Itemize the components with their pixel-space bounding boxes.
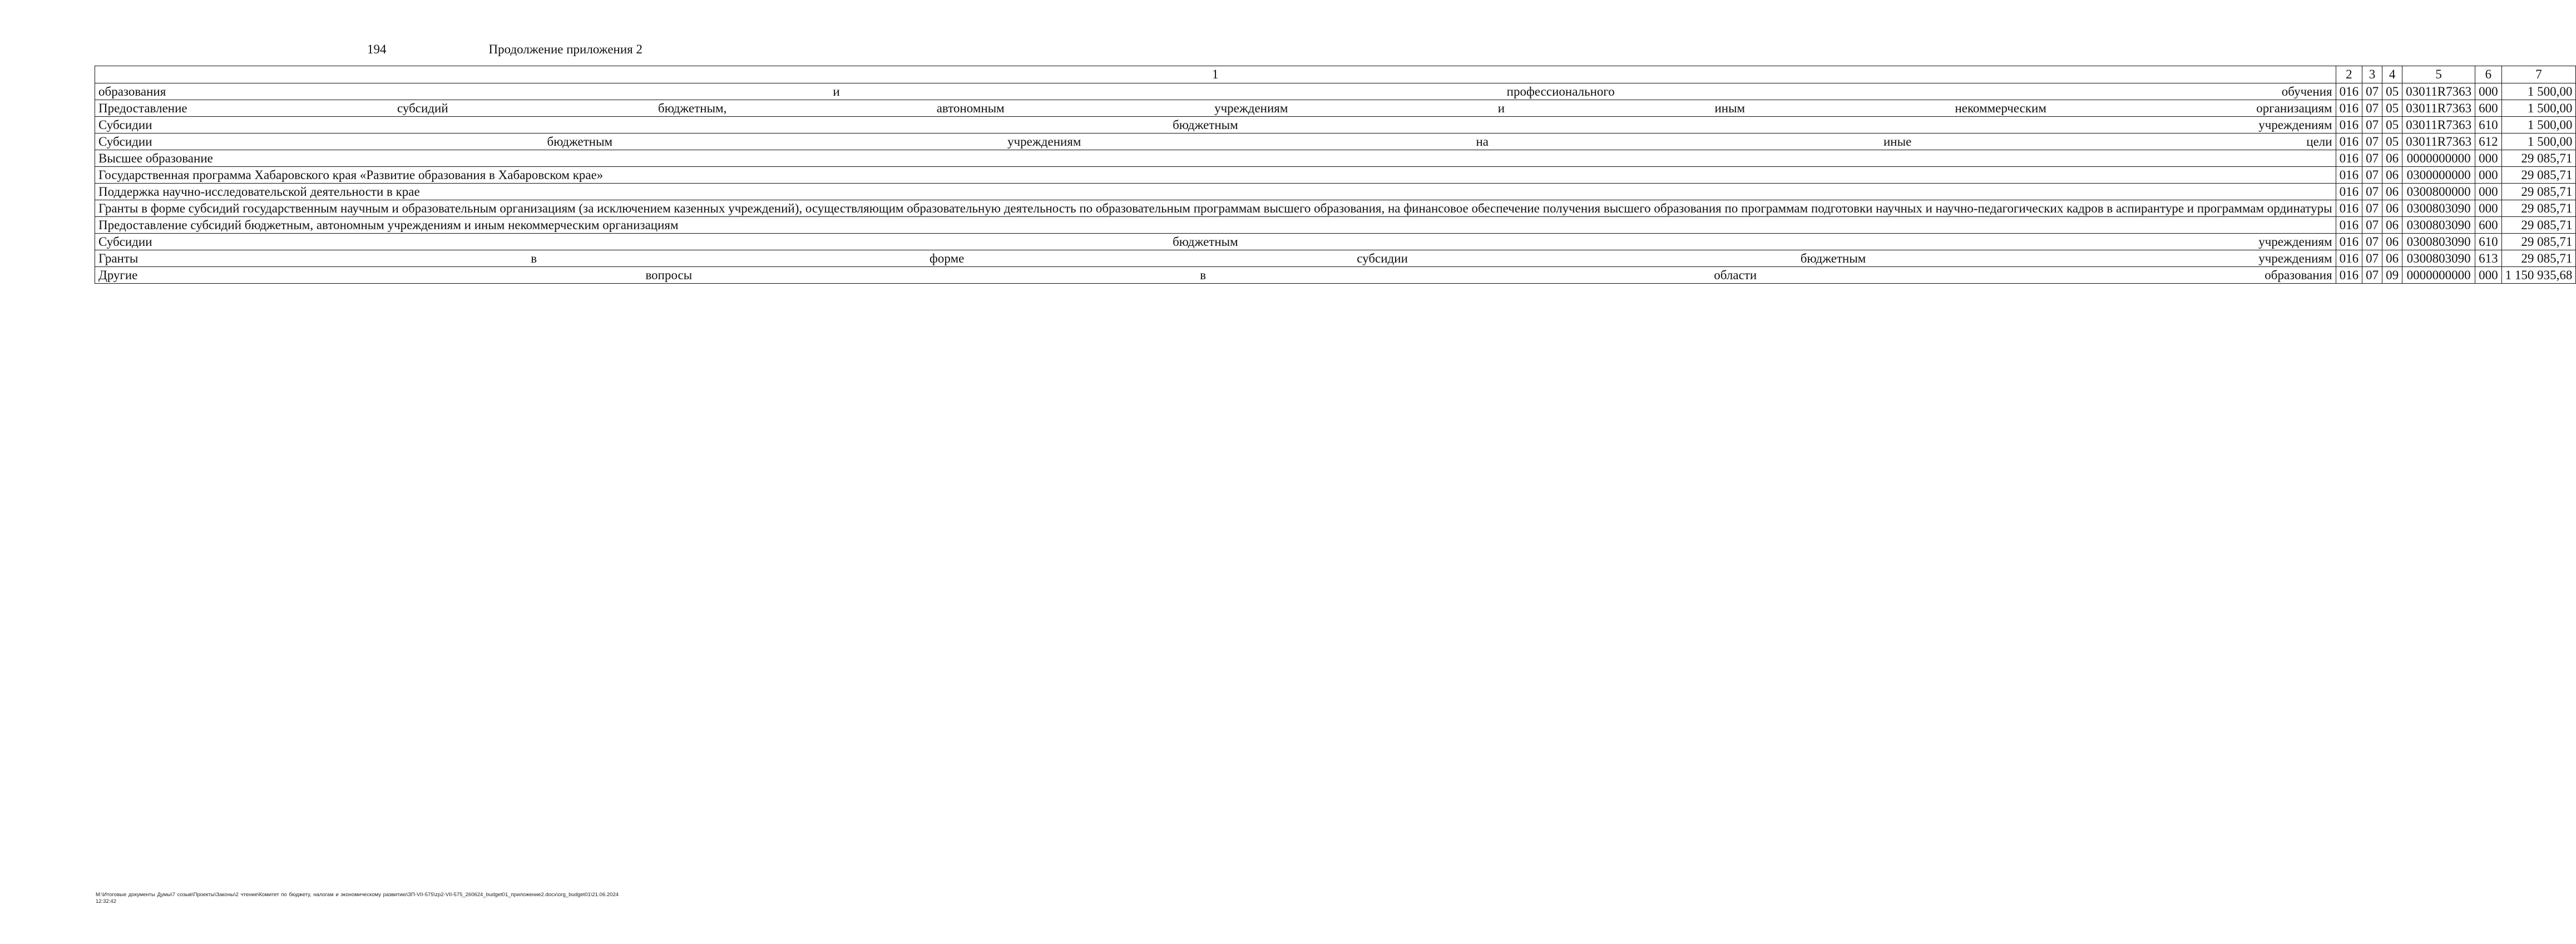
row-amount: 1 500,00: [2501, 117, 2576, 134]
row-subsection-code: 06: [2382, 234, 2402, 250]
row-expense-type: 612: [2475, 134, 2502, 150]
row-subsection-code: 06: [2382, 184, 2402, 200]
row-section-code: 07: [2362, 200, 2382, 217]
row-target-code: 0300000000: [2402, 167, 2475, 184]
row-name: Другие вопросы в области образования: [95, 267, 2336, 284]
row-ministry-code: 016: [2336, 100, 2362, 117]
row-name: Государственная программа Хабаровского края «Развитие образования в Хабаровском крае»: [95, 167, 2336, 184]
table-row: [95, 83, 2576, 100]
row-subsection-code: 09: [2382, 267, 2402, 284]
row-name: образования и профессионального обучения: [95, 83, 2336, 100]
row-section-code: 07: [2362, 83, 2382, 100]
row-section-code: 07: [2362, 117, 2382, 134]
table-row: [95, 184, 2576, 200]
row-target-code: 0300803090: [2402, 217, 2475, 234]
row-amount: 29 085,71: [2501, 167, 2576, 184]
row-target-code: 03011R7363: [2402, 83, 2475, 100]
row-ministry-code: 016: [2336, 234, 2362, 250]
row-subsection-code: 05: [2382, 83, 2402, 100]
row-name: Субсидии бюджетным учреждениям: [95, 117, 2336, 134]
row-section-code: 07: [2362, 250, 2382, 267]
row-target-code: 03011R7363: [2402, 134, 2475, 150]
row-expense-type: 000: [2475, 83, 2502, 100]
continuation-label: Продолжение приложения 2: [488, 42, 642, 56]
table-row: [95, 234, 2576, 250]
row-ministry-code: 016: [2336, 167, 2362, 184]
row-expense-type: 610: [2475, 117, 2502, 134]
row-ministry-code: 016: [2336, 267, 2362, 284]
table-row: [95, 217, 2576, 234]
row-name: Предоставление субсидий бюджетным, автономным учреждениям и иным некоммерческим организациям: [95, 100, 2336, 117]
row-expense-type: 613: [2475, 250, 2502, 267]
row-subsection-code: 05: [2382, 100, 2402, 117]
row-name: Гранты в форме субсидии бюджетным учреждениям: [95, 250, 2336, 267]
row-name: Субсидии бюджетным учреждениям: [95, 234, 2336, 250]
row-ministry-code: 016: [2336, 217, 2362, 234]
column-header-6: 6: [2475, 66, 2502, 83]
row-amount: 29 085,71: [2501, 217, 2576, 234]
row-amount: 1 500,00: [2501, 100, 2576, 117]
row-subsection-code: 06: [2382, 167, 2402, 184]
row-section-code: 07: [2362, 100, 2382, 117]
row-expense-type: 000: [2475, 167, 2502, 184]
row-expense-type: 000: [2475, 267, 2502, 284]
row-target-code: 0300803090: [2402, 200, 2475, 217]
row-expense-type: 600: [2475, 217, 2502, 234]
column-header-5: 5: [2402, 66, 2475, 83]
row-subsection-code: 05: [2382, 117, 2402, 134]
row-name: Предоставление субсидий бюджетным, автономным учреждениям и иным некоммерческим организациям: [95, 217, 2336, 234]
row-amount: 29 085,71: [2501, 234, 2576, 250]
row-amount: 29 085,71: [2501, 184, 2576, 200]
row-amount: 29 085,71: [2501, 250, 2576, 267]
column-header-7: 7: [2501, 66, 2576, 83]
row-ministry-code: 016: [2336, 200, 2362, 217]
row-name: Субсидии бюджетным учреждениям на иные цели: [95, 134, 2336, 150]
row-target-code: 03011R7363: [2402, 100, 2475, 117]
row-ministry-code: 016: [2336, 134, 2362, 150]
row-section-code: 07: [2362, 234, 2382, 250]
row-amount: 1 500,00: [2501, 134, 2576, 150]
table-row: [95, 200, 2576, 217]
row-subsection-code: 05: [2382, 134, 2402, 150]
row-amount: 29 085,71: [2501, 200, 2576, 217]
row-amount: 1 500,00: [2501, 83, 2576, 100]
column-header-4: 4: [2382, 66, 2402, 83]
row-expense-type: 610: [2475, 234, 2502, 250]
table-row: [95, 100, 2576, 117]
row-section-code: 07: [2362, 150, 2382, 167]
row-expense-type: 600: [2475, 100, 2502, 117]
row-subsection-code: 06: [2382, 217, 2402, 234]
row-target-code: 03011R7363: [2402, 117, 2475, 134]
file-path-footer: M:\Итоговые документы Думы\7 созыв\Проекты\Законы\2 чтение\Комитет по бюджету, налогам и экономическому развитию\ЗП-VII-575\zp2-VII-575_260624_budget01_приложение2.docx\org_budget01\21.06.2024 12:32:42: [96, 892, 619, 905]
row-expense-type: 000: [2475, 200, 2502, 217]
row-target-code: 0300803090: [2402, 234, 2475, 250]
row-section-code: 07: [2362, 267, 2382, 284]
row-ministry-code: 016: [2336, 250, 2362, 267]
row-section-code: 07: [2362, 134, 2382, 150]
row-target-code: 0000000000: [2402, 267, 2475, 284]
row-amount: 29 085,71: [2501, 150, 2576, 167]
row-target-code: 0300800000: [2402, 184, 2475, 200]
table-row: [95, 117, 2576, 134]
row-ministry-code: 016: [2336, 117, 2362, 134]
row-subsection-code: 06: [2382, 250, 2402, 267]
column-header-3: 3: [2362, 66, 2382, 83]
row-name: Поддержка научно-исследовательской деятельности в крае: [95, 184, 2336, 200]
budget-table: [95, 66, 2576, 284]
row-target-code: 0000000000: [2402, 150, 2475, 167]
column-header-1: 1: [95, 66, 2336, 83]
row-subsection-code: 06: [2382, 200, 2402, 217]
page-number: 194: [367, 42, 387, 56]
row-expense-type: 000: [2475, 184, 2502, 200]
row-amount: 1 150 935,68: [2501, 267, 2576, 284]
column-header-2: 2: [2336, 66, 2362, 83]
table-row: [95, 250, 2576, 267]
row-name: Высшее образование: [95, 150, 2336, 167]
row-expense-type: 000: [2475, 150, 2502, 167]
table-row: [95, 134, 2576, 150]
column-number-row: [95, 66, 2576, 83]
row-name: Гранты в форме субсидий государственным научным и образовательным организациям (за исключением казенных учреждений), осуществляющим образовательную деятельность по образовательным программам высшего образования, на финансовое обеспечение получения высшего образования по программам подготовки научных и научно-педагогических кадров в аспирантуре и программам ординатуры: [95, 200, 2336, 217]
row-section-code: 07: [2362, 184, 2382, 200]
row-target-code: 0300803090: [2402, 250, 2475, 267]
table-row: [95, 150, 2576, 167]
row-ministry-code: 016: [2336, 83, 2362, 100]
row-section-code: 07: [2362, 167, 2382, 184]
row-section-code: 07: [2362, 217, 2382, 234]
row-ministry-code: 016: [2336, 184, 2362, 200]
row-ministry-code: 016: [2336, 150, 2362, 167]
table-row: [95, 267, 2576, 284]
table-row: [95, 167, 2576, 184]
row-subsection-code: 06: [2382, 150, 2402, 167]
